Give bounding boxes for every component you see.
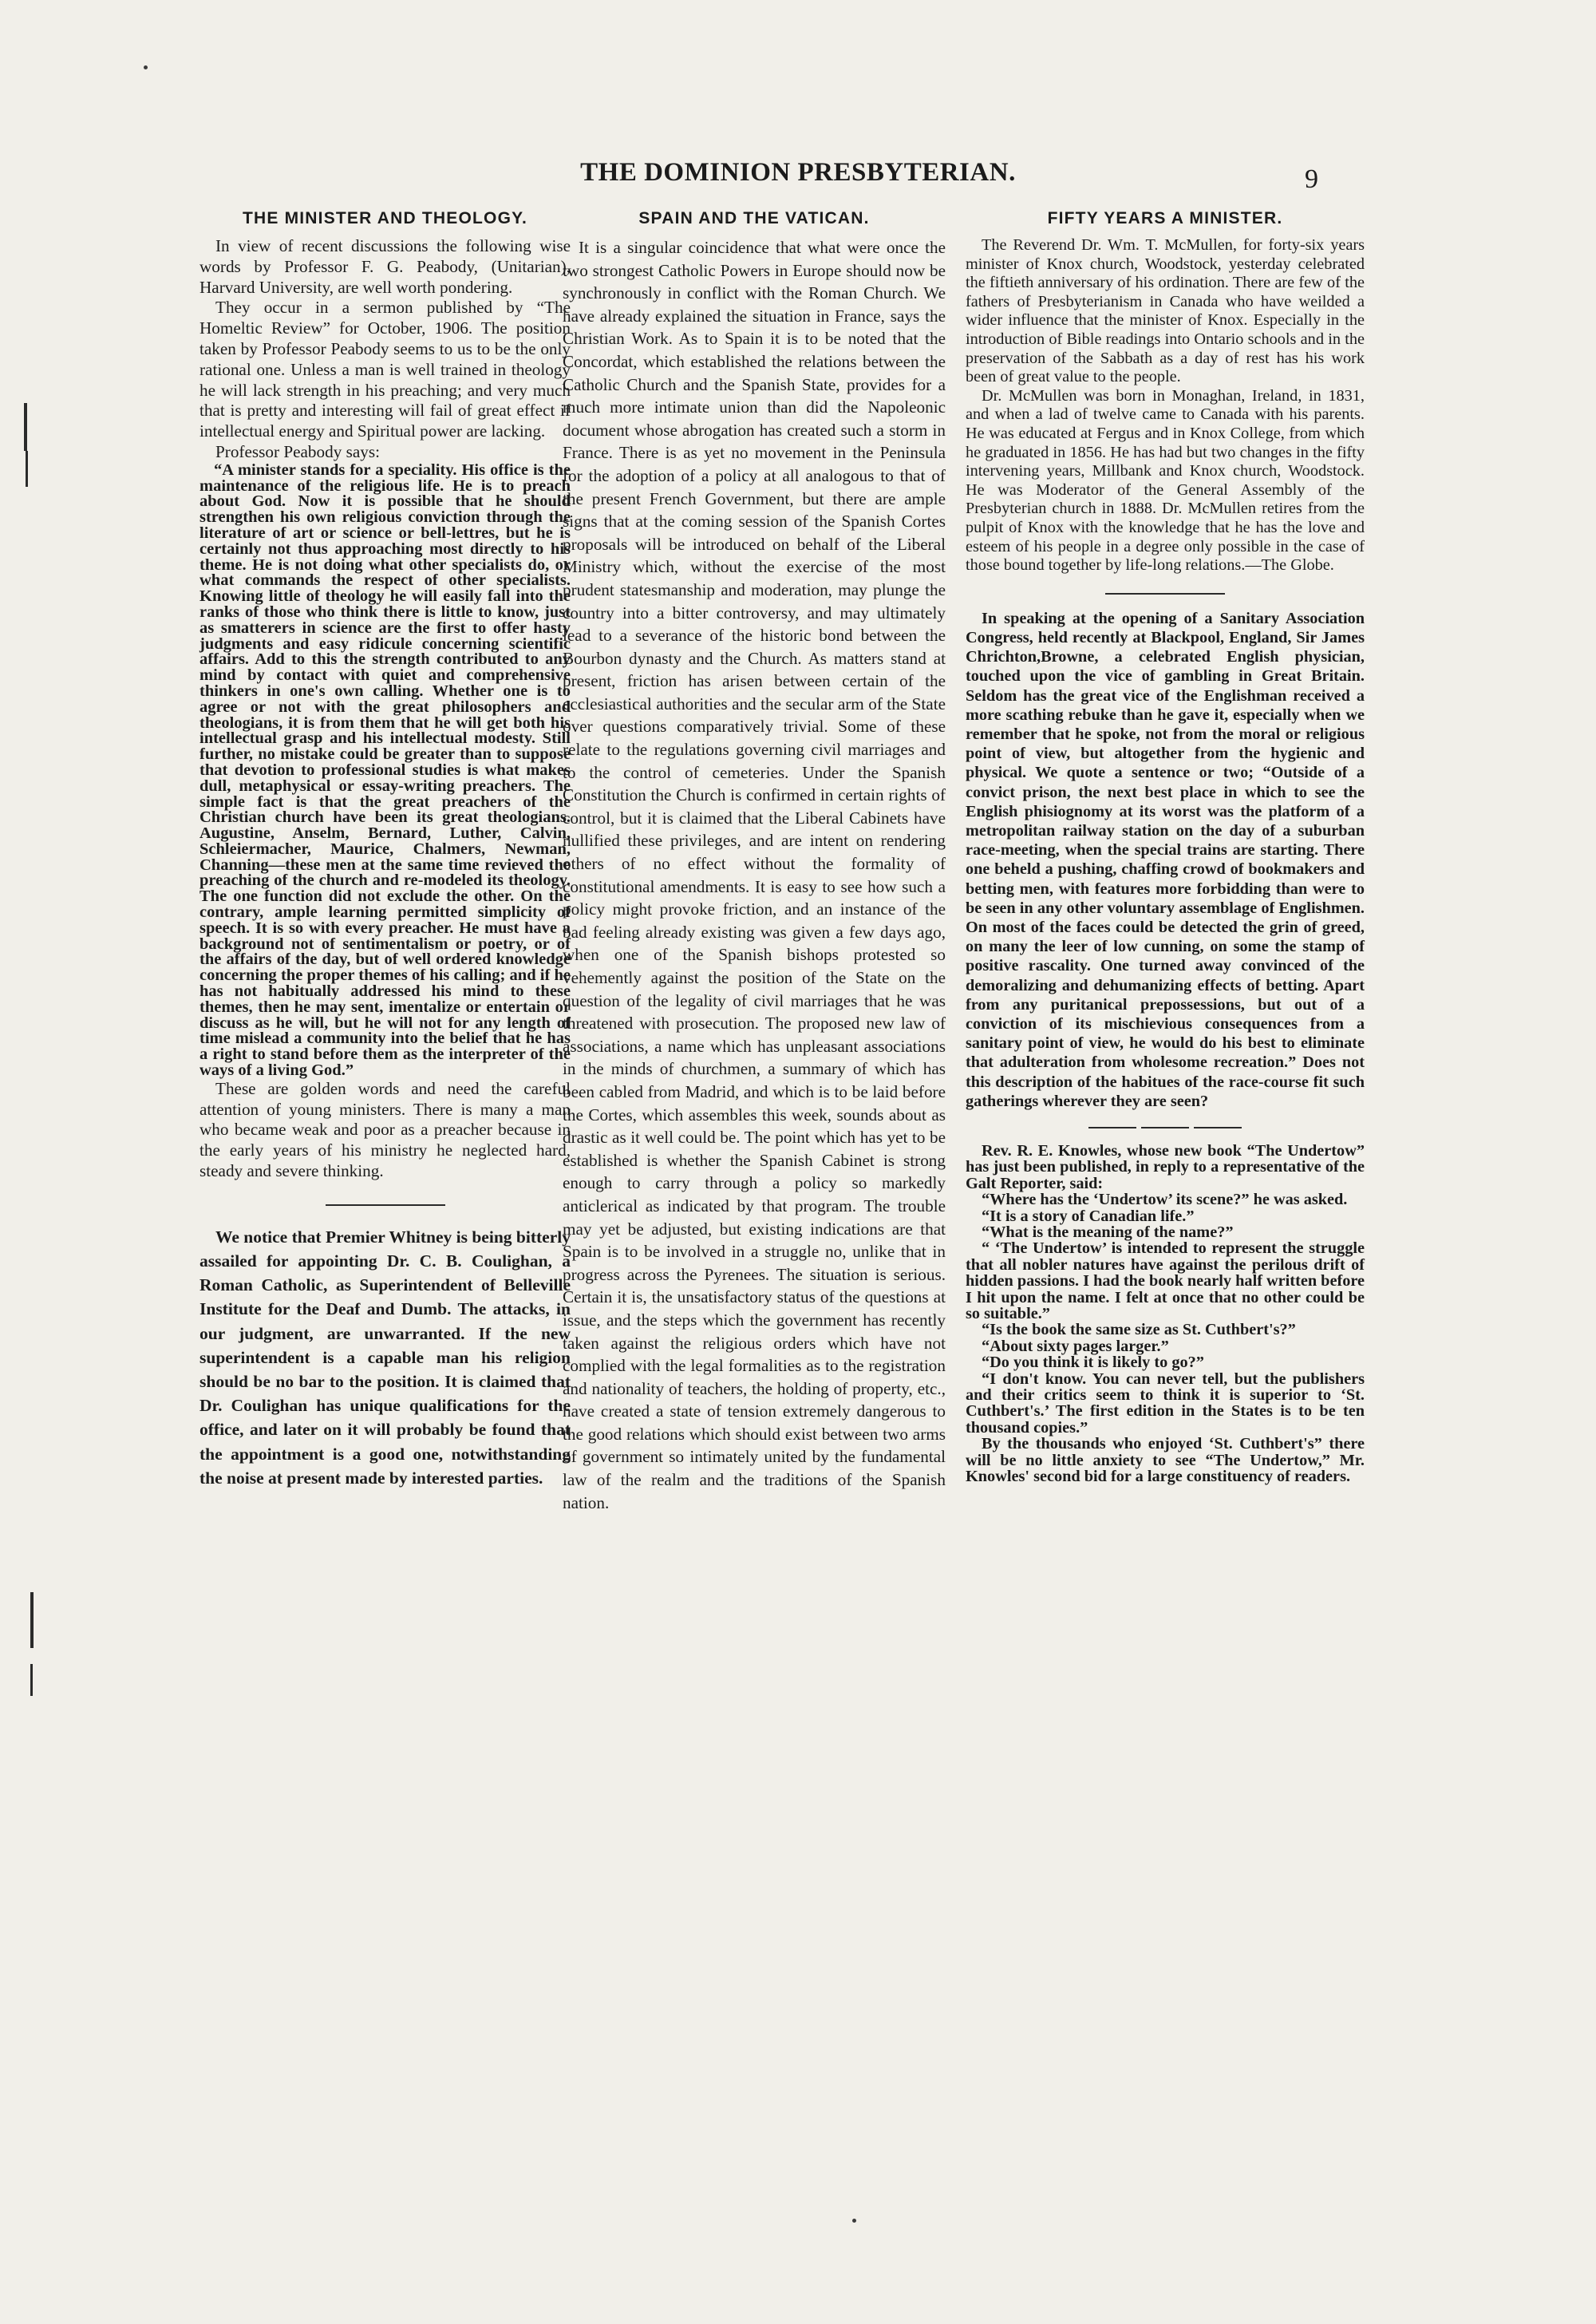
article-heading: SPAIN AND THE VATICAN.: [638, 209, 870, 227]
section-divider: [966, 1127, 1365, 1128]
paragraph: In speaking at the opening of a Sanitary Association Congress, held recently at Blackpool, England, Sir James Chrichton,Browne, a celebrated English physician, touched upon the vice of gambling in Great Britain. Seldom has the great vice of the Englishman received a more scathing rebuke than he gave it, especially when we remember that he spoke, not from the moral or religious point of view, but altogether from the hygienic and physical. We quote a sentence or two; “Outside of a convict prison, the next best place in which to see the English phisiognomy at its worst was the platform of a metropolitan railway station on the day of a suburban race-meeting, when the special trains are starting. There one beheld a pushing, chaffing crowd of bookmakers and betting men, with features more forbidding than were to be seen in any other voluntary assemblage of Englishmen. On most of the faces could be detected the grin of greed, on many the leer of low cunning, on some the stamp of positive rascality. One turned away convinced of the demoralizing and dehumanizing effects of betting. Apart from any puritanical prepossessions, but out of a conviction of its mischievious consequences from a sanitary point of view, he would do his best to eliminate that adulteration from wholesome recreation.” Does not this description of the habitues of the race-course fit such gatherings wherever they are seen?: [966, 609, 1365, 1110]
divider-segment: [1194, 1127, 1242, 1128]
paragraph: Professor Peabody says:: [215, 441, 380, 461]
column-fifty-years-minister: [966, 209, 1365, 1485]
article-quote: [200, 460, 571, 1080]
article-heading: FIFTY YEARS A MINISTER.: [1047, 209, 1283, 227]
paragraph: Rev. R. E. Knowles, whose new book “The Undertow” has just been published, in reply to a representative of the Galt Reporter, said:: [966, 1141, 1365, 1192]
margin-speck: [852, 2219, 856, 2223]
paragraph: In view of recent discussions the following wise words by Professor F. G. Peabody, (Unitarian), Harvard University, are well worth pondering.: [200, 236, 571, 297]
margin-mark: [24, 403, 27, 451]
masthead-title: THE DOMINION PRESBYTERIAN.: [580, 158, 1016, 187]
section-divider: [1105, 593, 1225, 595]
paragraph: “About sixty pages larger.”: [982, 1337, 1169, 1355]
knowles-item: [966, 1143, 1365, 1485]
paragraph: “I don't know. You can never tell, but the publishers and their critics seem to think it is superior to ‘St. Cuthbert's.’ The first edition in the States is to be ten thousand copies.”: [966, 1370, 1365, 1437]
paragraph: By the thousands who enjoyed ‘St. Cuthbert's” there will be no little anxiety to see “The Undertow,” Mr. Knowles' second bid for a large constituency of readers.: [966, 1435, 1365, 1486]
paragraph: “Do you think it is likely to go?”: [982, 1354, 1204, 1372]
margin-mark: [26, 451, 28, 487]
column-minister-and-theology: [200, 209, 571, 1490]
article-body: [966, 236, 1365, 575]
article-body: [563, 236, 946, 1514]
paragraph: “Where has the ‘Undertow’ its scene?” he was asked.: [982, 1191, 1348, 1209]
paragraph: “What is the meaning of the name?”: [982, 1223, 1234, 1241]
article-outro: [200, 1079, 571, 1182]
margin-speck: [144, 65, 148, 69]
divider-segment: [1141, 1127, 1189, 1128]
section-divider: [326, 1204, 445, 1206]
paragraph: It is a singular coincidence that what were once the two strongest Catholic Powers in Europe should now be synchronously in conflict with the Roman Church. We have already explained the situation in France, says the Christian Work. As to Spain it is to be noted that the Concordat, which established the relations between the Catholic Church and the Spanish State, provides for a much more intimate union than did the Napoleonic document whose abrogation has created such a storm in France. There is as yet no movement in the Peninsula for the adoption of a policy at all analogous to that of the present French Government, but there are ample signs that at the coming session of the Spanish Cortes proposals will be introduced on behalf of the Liberal Ministry which, without the exercise of the most prudent statesmanship and moderation, may plunge the country into a bitter controversy, and may ultimately lead to a severance of the historic bond between the Bourbon dynasty and the Church. As matters stand at present, friction has arisen between certain of the ecclesiastical authorities and the secular arm of the State over questions comparatively trivial. Some of these relate to the regulations governing civil marriages and to the control of cemeteries. Under the Spanish Constitution the Church is confirmed in certain rights of control, but it is claimed that the Liberal Cabinets have nullified these privileges, and are intent on rendering others of no effect without the formality of constitutional amendments. It is easy to see how such a policy might provoke friction, and an instance of the bad feeling already existing was given a few days ago, when one of the Spanish bishops protested so vehemently against the position of the State on the question of the legality of civil marriages that he was threatened with prosecution. The proposed new law of associations, a name which has unpleasant associations in the minds of churchmen, a summary of which has been cabled from Madrid, and which is to be laid before the Cortes, which assembles this week, sounds about as drastic as it well could be. The point which has yet to be established is whether the Spanish Cabinet is strong enough to carry through a policy so markedly anticlerical as indicated by that program. The trouble may yet be adjusted, but existing indications are that Spain is to be involved in a struggle no, unlike that in progress across the Pyrenees. The situation is serious. Certain it is, the unsatisfactory status of the questions at issue, and the steps which the government has recently taken against the religious orders which have not complied with the legal formalities as to the registration and nationality of teachers, the holding of property, etc., have created a state of tension extremely dangerous to the good relations which should exist between two arms of government so intimately united by the fundamental law of the realm and the traditions of the Spanish nation.: [563, 238, 946, 1512]
paragraph: These are golden words and need the careful attention of young ministers. There is many a man who became weak and poor as a preacher because in the early years of his ministry he neglected hard, steady and severe thinking.: [200, 1078, 571, 1181]
paragraph: “Is the book the same size as St. Cuthbert's?”: [982, 1321, 1296, 1339]
margin-mark: [30, 1592, 34, 1648]
page-number: 9: [1305, 164, 1318, 194]
column-spain-and-vatican: [563, 209, 946, 1514]
paragraph: We notice that Premier Whitney is being bitterly assailed for appointing Dr. C. B. Coulighan, a Roman Catholic, as Superintendent of Belleville Institute for the Deaf and Dumb. The attacks, in our judgment, are unwarranted. If the new superintendent is a capable man his religion should be no bar to the position. It is claimed that Dr. Coulighan has unique qualifications for the office, and later on it will probably be found that the appointment is a good one, notwithstanding the noise at present made by interested parties.: [200, 1227, 571, 1488]
article-intro: [200, 236, 571, 463]
paragraph: Dr. McMullen was born in Monaghan, Ireland, in 1831, and when a lad of twelve came to Canada with his parents. He was educated at Fergus and in Knox College, from which he graduated in 1856. He has had but two changes in the fifty intervening years, Millbank and Knox church, Woodstock. He was Moderator of the General Assembly of the Presbyterian church in 1888. Dr. McMullen retires from the pulpit of Knox with the knowledge that he has the love and esteem of his people in a degree only possible in the case of those bound together by life-long relations.—The Globe.: [966, 386, 1365, 575]
article-heading: THE MINISTER AND THEOLOGY.: [242, 209, 528, 227]
paragraph: “ ‘The Undertow’ is intended to represent the struggle that all nobler natures have against the perilous drift of hidden passions. I had the book nearly half written before I hit upon the name. I felt at once that no other could be so suitable.”: [966, 1239, 1365, 1323]
margin-mark: [30, 1664, 33, 1696]
divider-segment: [1088, 1127, 1136, 1128]
paragraph: “It is a story of Canadian life.”: [982, 1207, 1195, 1225]
whitney-item: [200, 1225, 571, 1490]
quote-paragraph: “A minister stands for a speciality. His office is the maintenance of the religious life. He is to preach about God. Now it is possible that he should strengthen his own religious conviction through the literature of art or science or bell-lettres, but he is certainly not thus approaching most directly to his theme. He is not doing what other specialists do, or what commands the respect of other specialists. Knowing little of theology he will easily fall into the ranks of those who think there is little to know, just as smatterers in science are the first to offer hasty judgments and easy ridicule concerning scientific affairs. Add to this the strength contributed to any mind by contact with quiet and comprehensive thinkers in one's own calling. Whether one is to agree or not with the great philosophers and theologians, it is from them that he will get both his intellectual grasp and his intellectual modesty. Still further, no mistake could be greater than to suppose that devotion to professional studies is what makes dull, metaphysical or essay-writing preachers. The simple fact is that the great preachers of the Christian church have been its great theologians. Augustine, Anselm, Bernard, Luther, Calvin, Schleiermacher, Maurice, Chalmers, Newman, Channing—these men at the same time revieved the preaching of the church and re-modeled its theology. The one function did not exclude the other. On the contrary, ample learning permitted simplicity of speech. It is so with every preacher. He must have a background not of sentimentalism or poetry, or of the affairs of the day, but of well ordered knowledge concerning the proper themes of his calling; and if he has not habitually addressed his mind to these themes, then he may sent, imentalize or entertain or discuss as he will, but he will not for any length of time mislead a community into the belief that he has a right to stand before them as the interpreter of the ways of a living God.”: [200, 460, 571, 1080]
paragraph: They occur in a sermon published by “The Homeltic Review” for October, 1906. The position taken by Professor Peabody seems to us to be the only rational one. Unless a man is well trained in theology he will lack strength in his preaching; and very much that is pretty and interesting will fail of great effect if intellectual energy and Spiritual power are lacking.: [200, 298, 571, 441]
sanitary-item: [966, 609, 1365, 1111]
paragraph: The Reverend Dr. Wm. T. McMullen, for forty-six years minister of Knox church, Woodstock, yesterday celebrated the fiftieth anniversary of his ordination. There are few of the fathers of Presbyterianism in Canada who have weilded a wider influence that the minister of Knox. Especially in the introduction of Bible readings into Ontario schools and in the preservation of the Sabbath as a day of rest has his work been of great value to the people.: [966, 236, 1365, 386]
